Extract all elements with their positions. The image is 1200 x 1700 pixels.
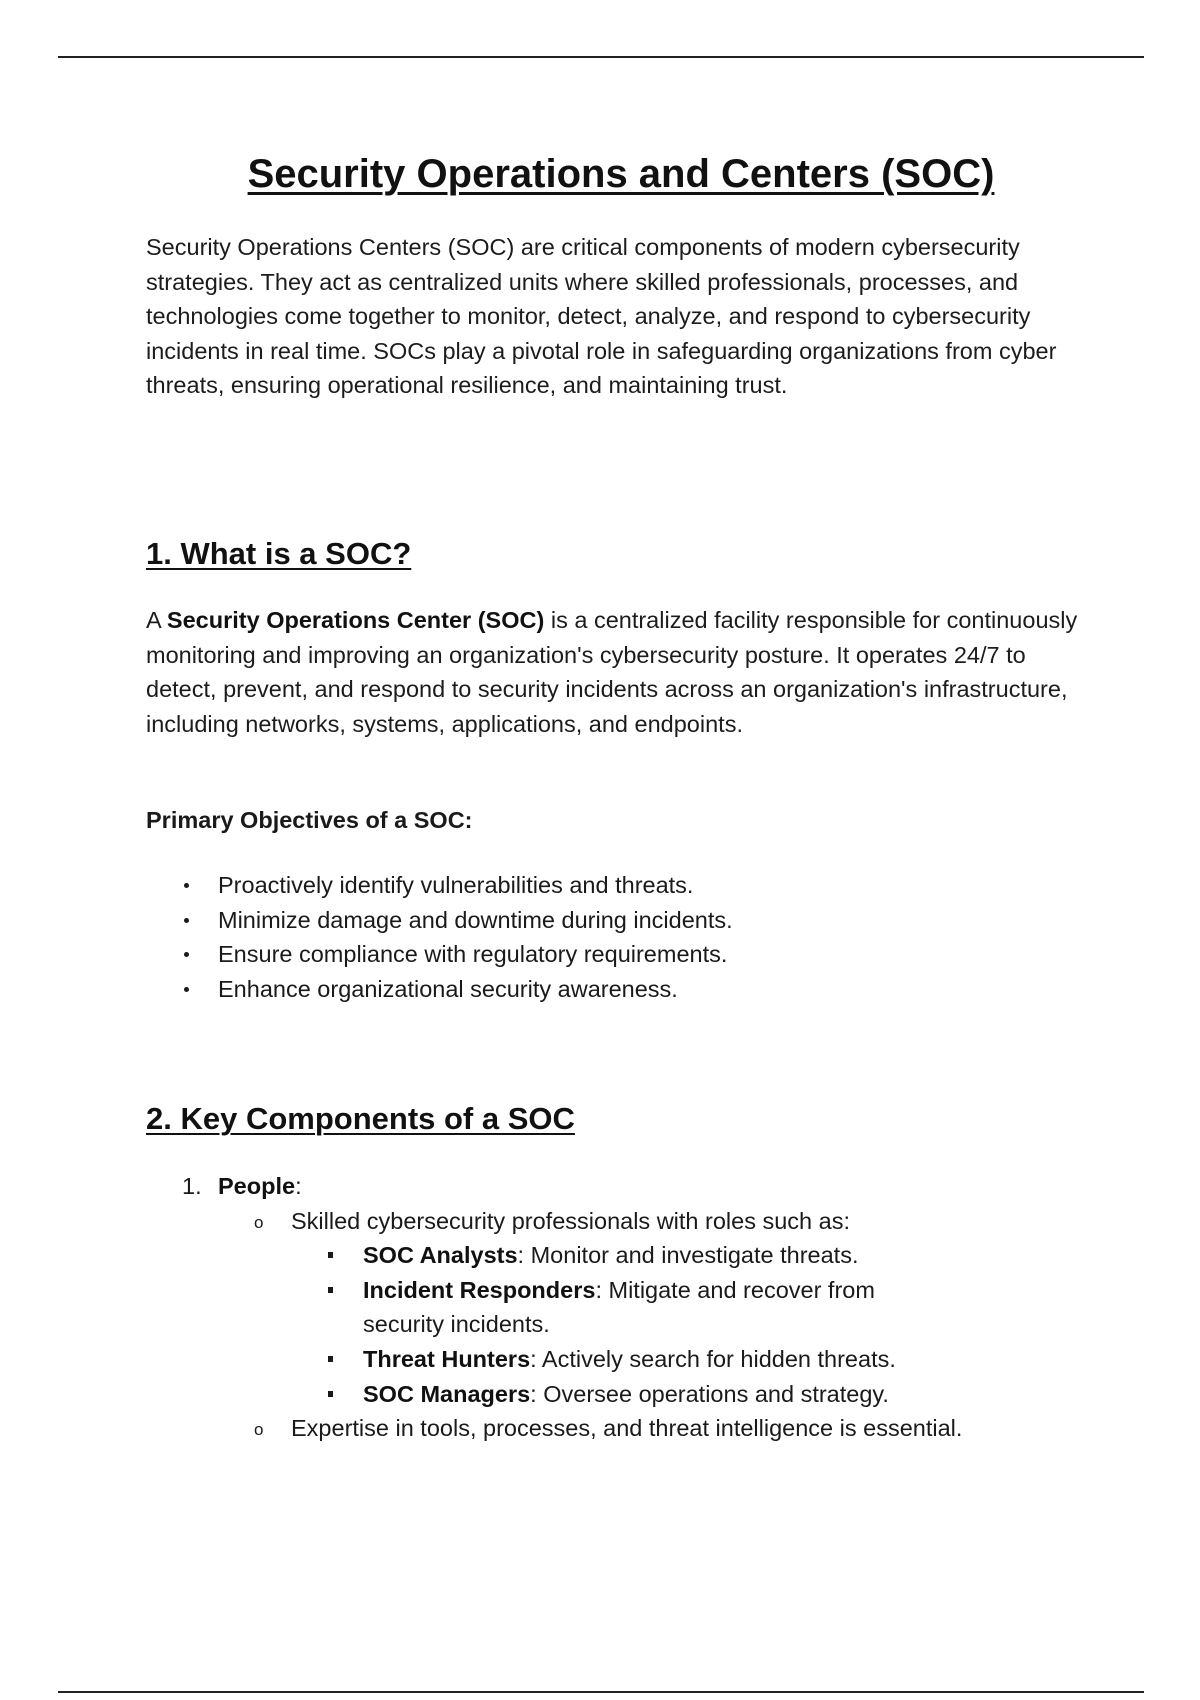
role-item [291, 1273, 933, 1342]
people-points-list [218, 1204, 1096, 1446]
components-list [146, 1169, 1096, 1446]
role-desc: : Mitigate and recover from security incidents. [363, 1276, 875, 1338]
section-heading-key-components: 2. Key Components of a SOC [146, 1101, 575, 1136]
objectives-list [146, 868, 733, 1006]
objective-item: Ensure compliance with regulatory requirements. [146, 937, 733, 972]
role-name: SOC Analysts [363, 1242, 518, 1269]
role-item [291, 1342, 933, 1377]
role-name: Threat Hunters [363, 1345, 531, 1372]
people-point-text: Skilled cybersecurity professionals with roles such as: [291, 1207, 851, 1234]
list-number: 1. [182, 1173, 202, 1199]
role-desc: : Monitor and investigate threats. [517, 1242, 859, 1269]
definition-rest: is a centralized facility responsible for continuously monitoring and improving an organization's cybersecurity posture. It operates 24/7 to detect, prevent, and respond to security incidents across an organization's infrastructure, including networks, systems, applications, and endpoints. [146, 607, 1078, 737]
people-point [218, 1411, 1096, 1446]
roles-list [291, 1238, 1096, 1411]
definition-lead: A [146, 607, 167, 633]
objective-item: Proactively identify vulnerabilities and threats. [146, 868, 733, 903]
role-desc: : Actively search for hidden threats. [530, 1345, 896, 1372]
component-label-suffix: : [295, 1173, 302, 1199]
circle-bullet-icon: o [254, 1420, 264, 1440]
role-desc: : Oversee operations and strategy. [530, 1380, 889, 1407]
definition-term: Security Operations Center (SOC) [166, 607, 545, 633]
circle-bullet-icon: o [254, 1212, 264, 1232]
role-name: SOC Managers [363, 1380, 531, 1407]
top-rule [58, 56, 1144, 58]
component-item-people [146, 1169, 1096, 1446]
role-item [291, 1377, 933, 1412]
bottom-rule [58, 1691, 1144, 1693]
document-title: Security Operations and Centers (SOC) [247, 152, 995, 196]
people-point-text: Expertise in tools, processes, and threat intelligence is essential. [291, 1415, 963, 1442]
role-item [291, 1238, 933, 1273]
objective-item: Enhance organizational security awareness. [146, 972, 733, 1007]
objective-item: Minimize damage and downtime during incidents. [146, 903, 733, 938]
intro-paragraph: Security Operations Centers (SOC) are critical components of modern cybersecurity strategies. They act as centralized units where skilled professionals, processes, and technologies come together to monitor, detect, analyze, and respond to cybersecurity incidents in real time. SOCs play a pivotal role in safeguarding organizations from cyber threats, ensuring operational resilience, and maintaining trust. [146, 234, 1057, 399]
people-point [218, 1204, 1096, 1412]
soc-definition-paragraph [146, 603, 1096, 741]
component-label: People [218, 1173, 296, 1199]
objectives-heading: Primary Objectives of a SOC: [146, 807, 473, 833]
role-name: Incident Responders [363, 1276, 596, 1303]
section-heading-what-is-soc: 1. What is a SOC? [146, 536, 412, 571]
